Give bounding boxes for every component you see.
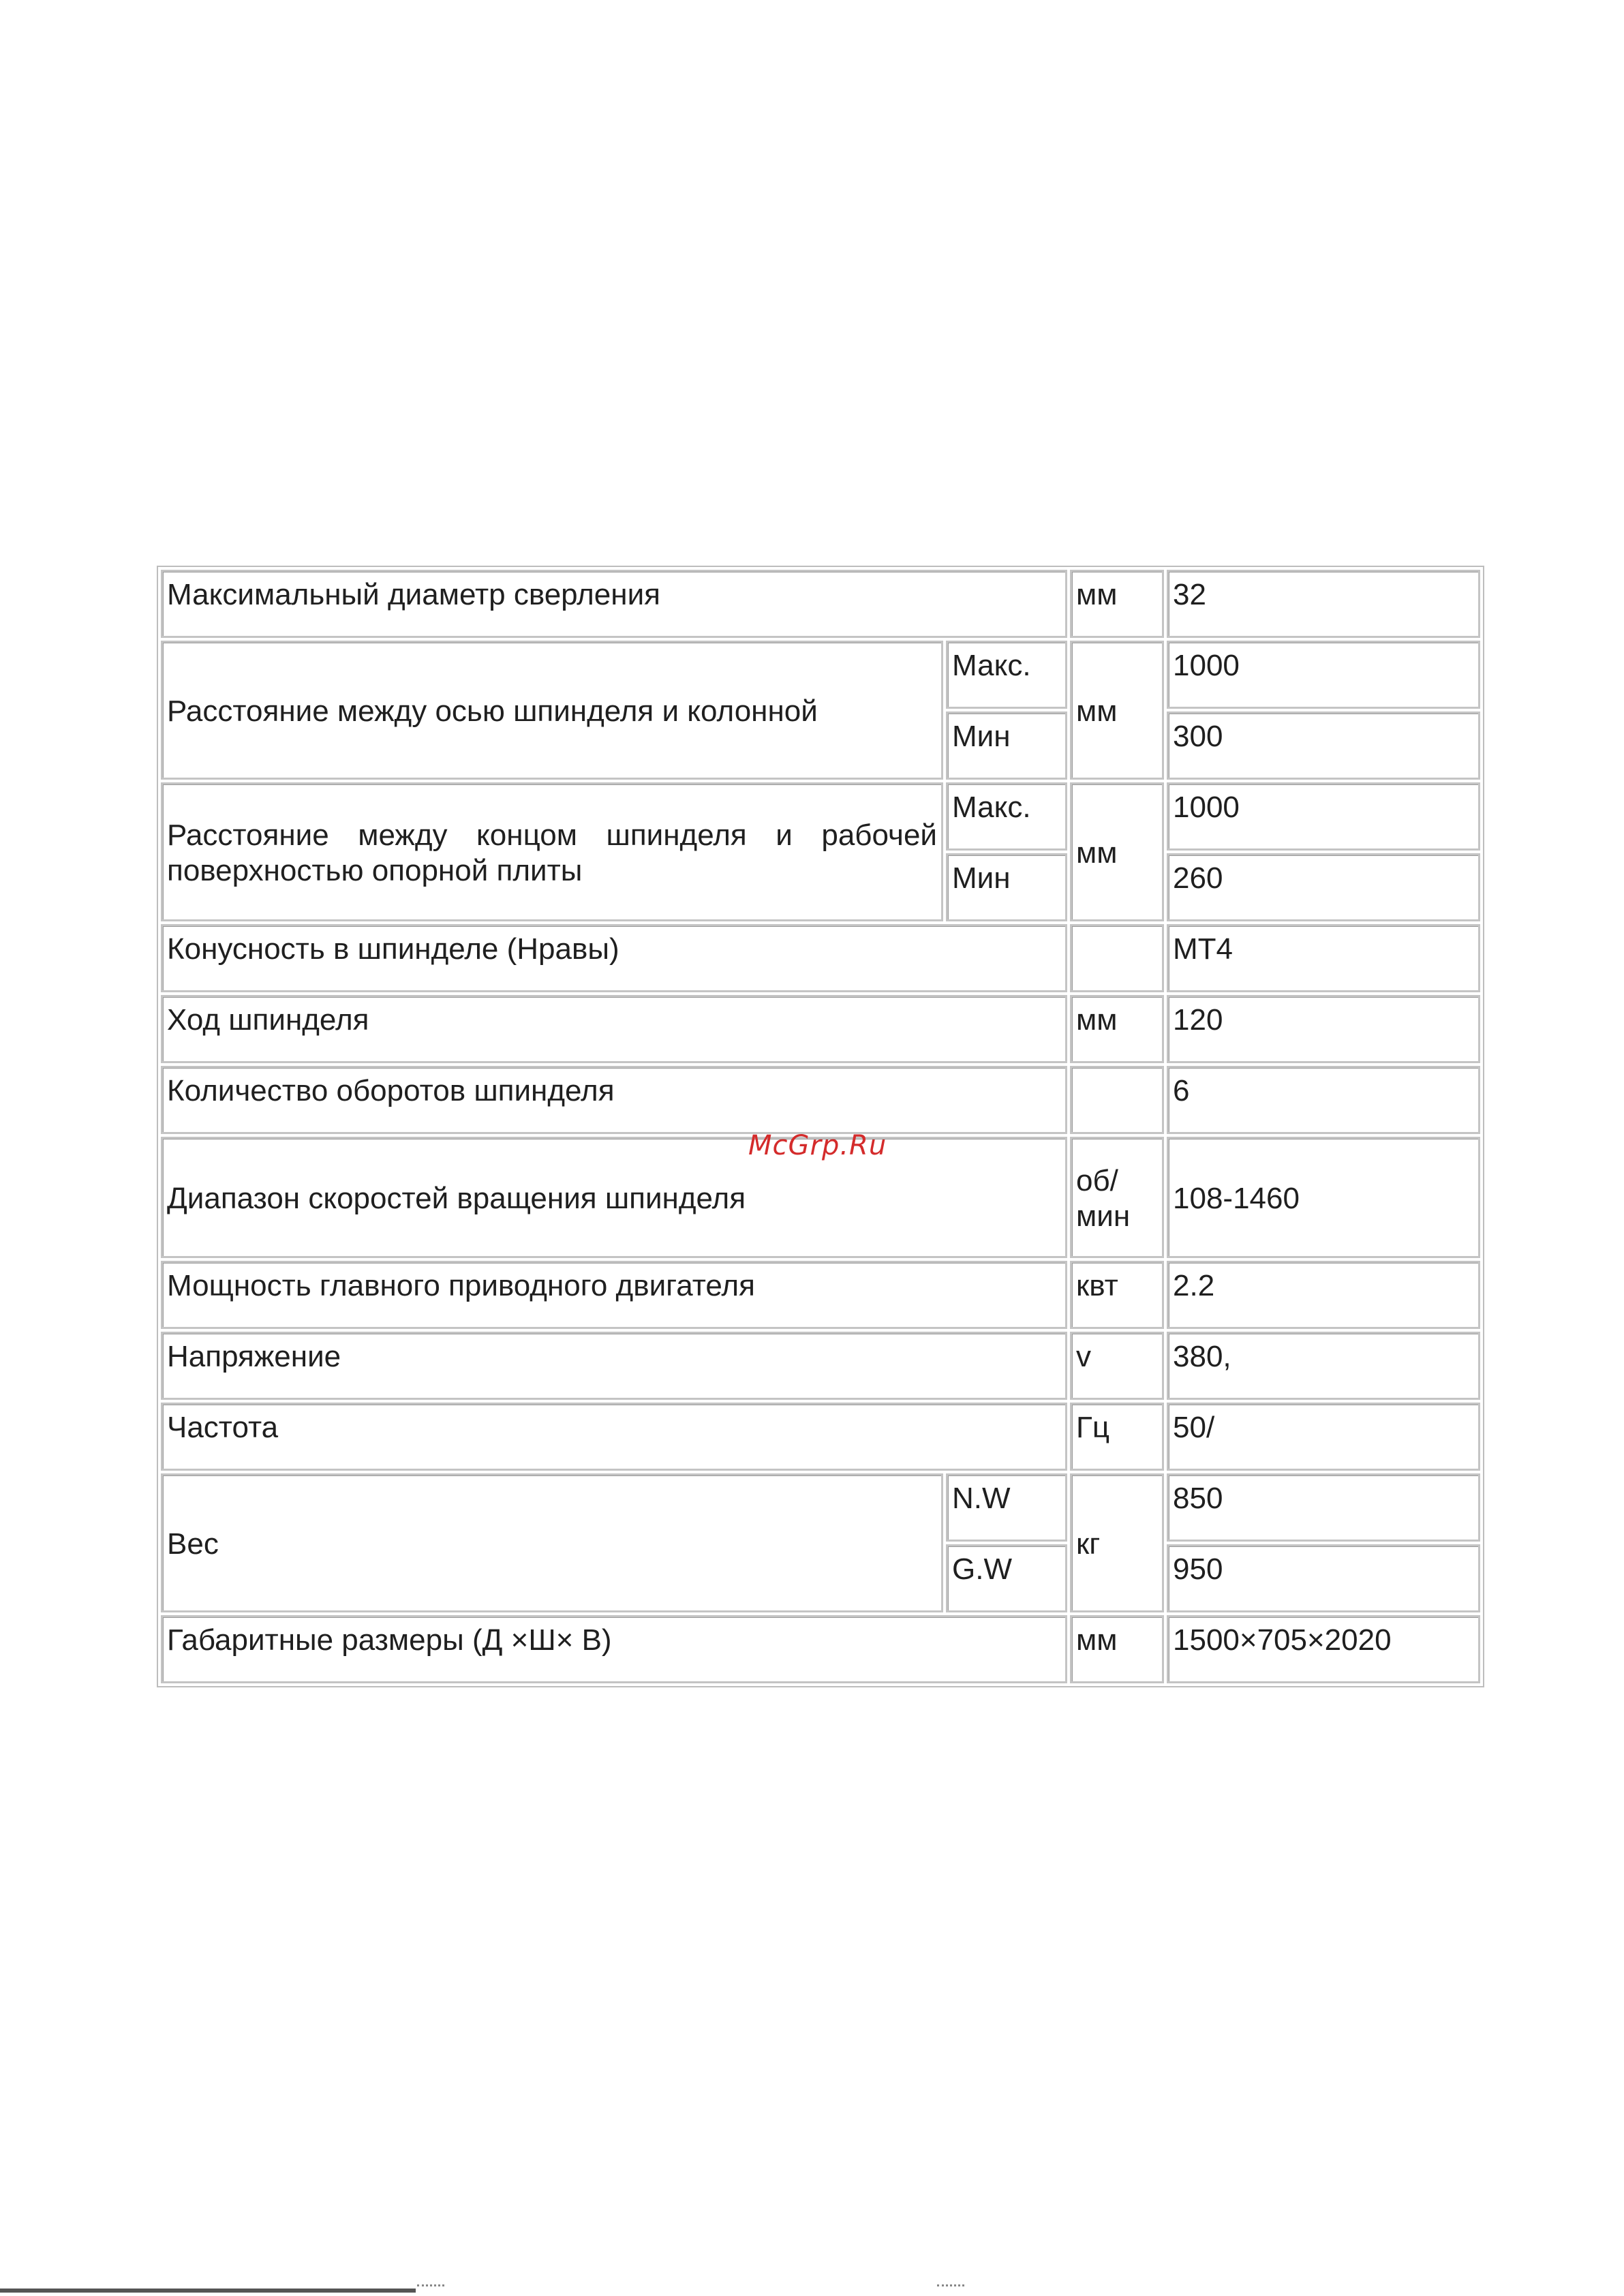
sub-label-gross: G.W xyxy=(946,1544,1067,1612)
row-value: 108-1460 xyxy=(1167,1137,1480,1258)
row-unit: мм xyxy=(1070,782,1164,921)
row-label: Конусность в шпинделе (Нравы) xyxy=(161,924,1067,992)
row-label: Ход шпинделя xyxy=(161,995,1067,1063)
table-row-max-drill-diameter xyxy=(161,570,1480,638)
row-value-net: 850 xyxy=(1167,1473,1480,1542)
row-value: 380, xyxy=(1167,1332,1480,1400)
row-unit: мм xyxy=(1070,995,1164,1063)
row-label: Мощность главного приводного двигателя xyxy=(161,1261,1067,1329)
footer-rule xyxy=(0,2289,416,2293)
row-value: 2.2 xyxy=(1167,1261,1480,1329)
row-label: Расстояние между концом шпинделя и рабочей поверхностью опорной плиты xyxy=(161,782,943,921)
row-value: MT4 xyxy=(1167,924,1480,992)
table-row-voltage xyxy=(161,1332,1480,1400)
watermark-logo: McGrp.Ru xyxy=(748,1130,887,1161)
row-label: Количество оборотов шпинделя xyxy=(161,1066,1067,1134)
row-value-max: 1000 xyxy=(1167,782,1480,851)
row-label: Габаритные размеры (Д ×Ш× В) xyxy=(161,1615,1067,1683)
table-row-spindle-stroke xyxy=(161,995,1480,1063)
row-value-gross: 950 xyxy=(1167,1544,1480,1612)
row-value-min: 260 xyxy=(1167,853,1480,921)
table-row-spindle-taper xyxy=(161,924,1480,992)
table-row-spindle-speeds-count xyxy=(161,1066,1480,1134)
table-row-frequency xyxy=(161,1403,1480,1471)
table-row-spindle-table-distance xyxy=(161,782,1480,851)
sub-label-net: N.W xyxy=(946,1473,1067,1542)
footer-divider-mark xyxy=(417,2284,444,2293)
table-row-motor-power xyxy=(161,1261,1480,1329)
row-label: Максимальный диаметр сверления xyxy=(161,570,1067,638)
row-unit: квт xyxy=(1070,1261,1164,1329)
row-unit: кг xyxy=(1070,1473,1164,1612)
row-label: Вес xyxy=(161,1473,943,1612)
row-value: 120 xyxy=(1167,995,1480,1063)
sub-label-min: Мин xyxy=(946,853,1067,921)
row-label: Расстояние между осью шпинделя и колонной xyxy=(161,641,943,780)
row-value: 50/ xyxy=(1167,1403,1480,1471)
table-row-weight xyxy=(161,1473,1480,1542)
row-unit: мм xyxy=(1070,570,1164,638)
table-row-spindle-column-distance xyxy=(161,641,1480,709)
row-unit xyxy=(1070,1066,1164,1134)
row-unit: мм xyxy=(1070,641,1164,780)
row-unit: об/ мин xyxy=(1070,1137,1164,1258)
table-row-overall-dimensions xyxy=(161,1615,1480,1683)
row-value: 1500×705×2020 xyxy=(1167,1615,1480,1683)
sub-label-max: Макс. xyxy=(946,782,1067,851)
footer-divider-mark xyxy=(937,2284,964,2293)
row-value: 32 xyxy=(1167,570,1480,638)
row-unit: v xyxy=(1070,1332,1164,1400)
row-unit: Гц xyxy=(1070,1403,1164,1471)
row-label: Частота xyxy=(161,1403,1067,1471)
sub-label-min: Мин xyxy=(946,711,1067,780)
row-value-min: 300 xyxy=(1167,711,1480,780)
row-unit: мм xyxy=(1070,1615,1164,1683)
specifications-table xyxy=(157,566,1484,1687)
sub-label-max: Макс. xyxy=(946,641,1067,709)
row-unit xyxy=(1070,924,1164,992)
row-label: Напряжение xyxy=(161,1332,1067,1400)
row-value-max: 1000 xyxy=(1167,641,1480,709)
row-value: 6 xyxy=(1167,1066,1480,1134)
row-label: Диапазон скоростей вращения шпинделя xyxy=(161,1137,1067,1258)
